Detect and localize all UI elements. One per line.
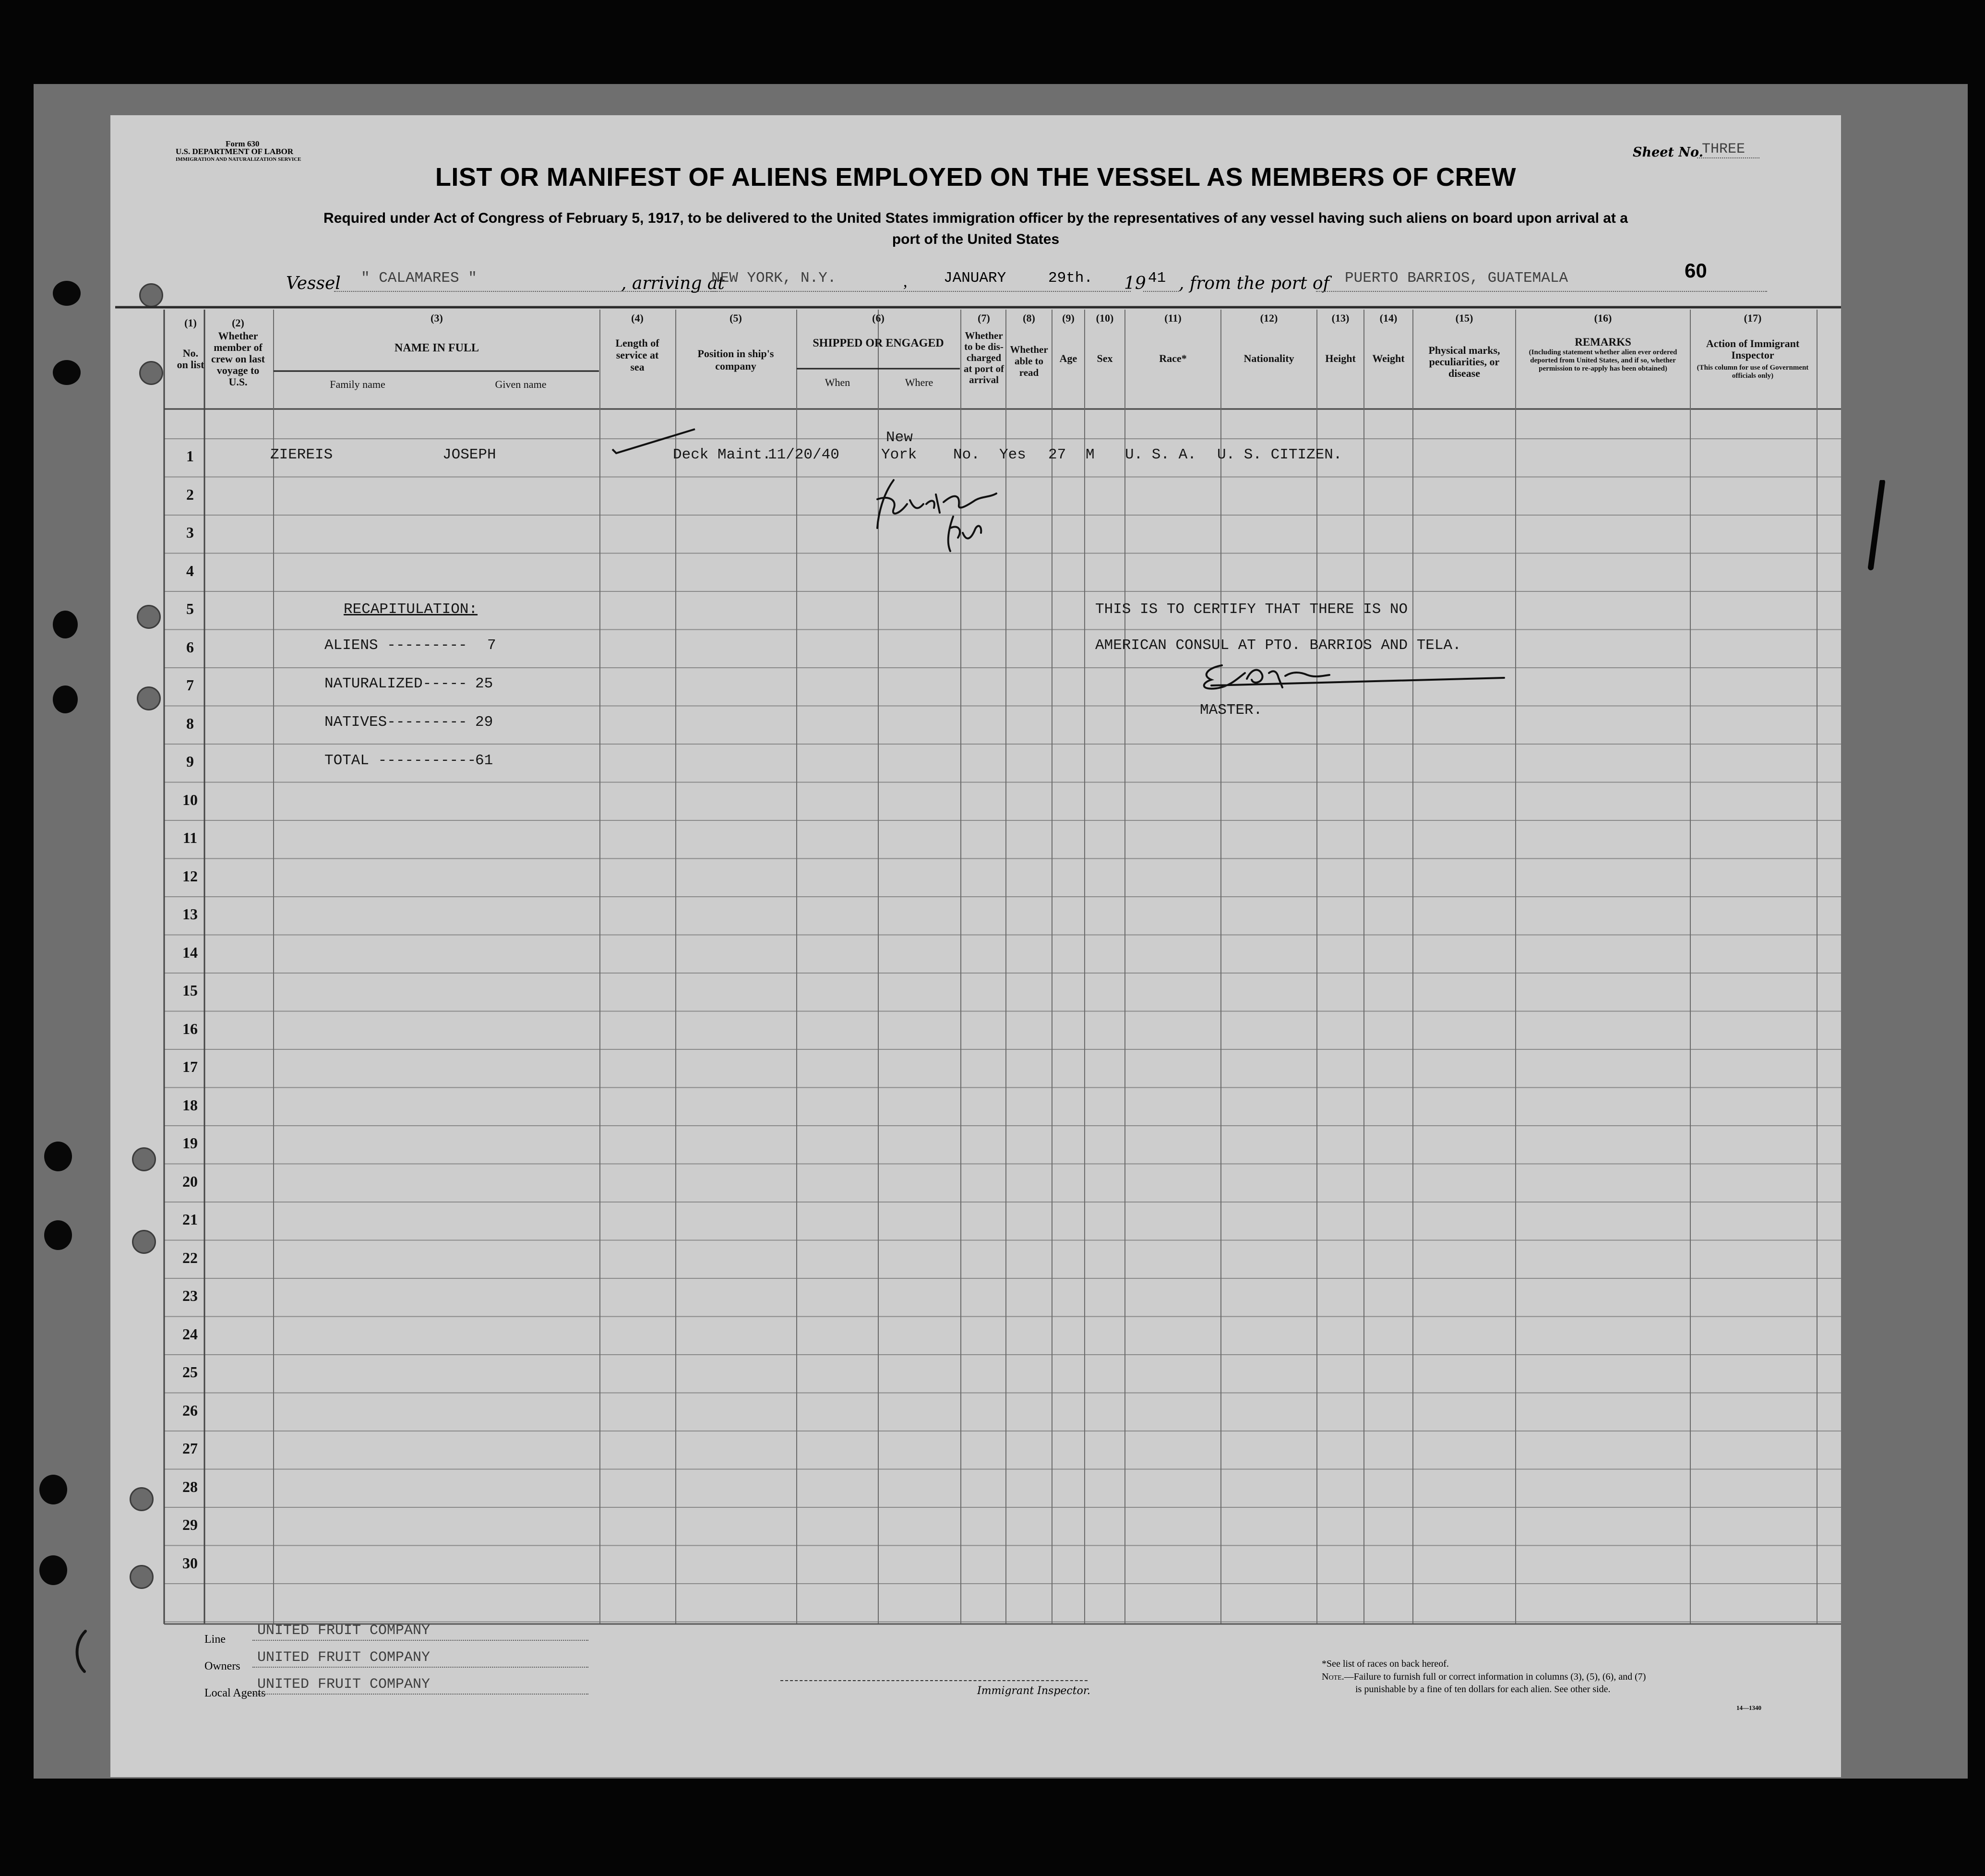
from-port: PUERTO BARRIOS, GUATEMALA [1345,270,1568,287]
recap-total-value: 61 [475,752,493,769]
col11-label: Race* [1159,352,1187,364]
agents-underline [252,1694,588,1695]
manifest-sheet [110,115,1841,1777]
col7-label: Whether to be dis-charged at port of arrival [964,330,1004,385]
row-number: 18 [182,1096,198,1114]
owners-value: UNITED FRUIT COMPANY [257,1649,430,1666]
recap-total-label: TOTAL ----------- [324,752,477,769]
row-number: 25 [182,1363,198,1381]
col4-label: Length of service at sea [615,337,659,373]
recap-naturalized-value: 25 [475,675,493,692]
arriving-port: NEW YORK, N.Y. [711,270,837,287]
inspector-initials-signature [864,470,1017,562]
races-note: *See list of races on back hereof. [1322,1659,1449,1669]
row-number: 30 [182,1554,198,1572]
master-label: MASTER. [1200,702,1263,719]
col10-num: (10) [1096,312,1114,324]
col3-label: NAME IN FULL [394,342,479,354]
entry-race: U. S. A. [1125,446,1196,463]
row-number: 19 [182,1134,198,1152]
entry-shipped-where-2: York [881,446,917,463]
sheet-value: THREE [1702,141,1746,157]
vessel-name: " CALAMARES " [361,270,477,287]
recap-aliens-value: 7 [487,637,496,654]
entry-position: Deck Maint. [673,446,771,463]
col1-label: No. on list [177,347,204,371]
row-number: 27 [182,1440,198,1457]
entry-nationality: U. S. CITIZEN. [1217,446,1342,463]
col13-label: Height [1325,352,1356,364]
row-number: 6 [186,638,194,656]
penalty-note-2: is punishable by a fine of ten dollars for each alien. See other side. [1355,1684,1611,1695]
line-underline [252,1640,588,1641]
year-suffix: 41 [1148,270,1166,287]
row-number: 29 [182,1516,198,1533]
entry-age: 27 [1048,446,1066,463]
penalty-note-1 [1322,1672,1646,1683]
row-number: 2 [186,485,194,503]
row-number: 1 [186,447,194,465]
col9-num: (9) [1062,312,1075,324]
manifest-subtitle-1: Required under Act of Congress of February 5, 1917, to be delivered to the United States immigration officer by the representatives of any vessel having such aliens on board upon arrival at a [323,210,1628,226]
col2-num: (2) [232,317,244,329]
row-number: 4 [186,562,194,579]
from-label: , from the port of [1179,274,1329,293]
entry-given-name: JOSEPH [442,446,496,463]
col8-num: (8) [1023,312,1035,324]
col6-when-label: When [825,376,850,388]
col14-label: Weight [1372,352,1405,364]
form-number: Form 630 [226,139,260,148]
print-code: 14—1340 [1736,1704,1761,1711]
margin-stroke-mark [1867,480,1886,571]
col6-where-label: Where [905,376,933,388]
row-number: 23 [182,1287,198,1304]
col16-num: (16) [1594,312,1612,324]
inspector-label: Immigrant Inspector. [977,1685,1090,1697]
sheet-label: Sheet No. [1633,145,1703,160]
col17-num: (17) [1744,312,1762,324]
col11-num: (11) [1164,312,1182,324]
manifest-subtitle-2: port of the United States [892,231,1060,247]
recap-natives-label: NATIVES--------- [324,714,467,731]
recap-aliens-label: ALIENS --------- [324,637,467,654]
col12-label: Nationality [1244,352,1294,364]
row-number: 14 [182,943,198,961]
year-prefix: 19 [1124,274,1146,293]
row-number: 10 [182,791,198,808]
binder-hole [39,1475,67,1504]
row-number: 13 [182,905,198,923]
agents-label: Local Agents [204,1687,266,1699]
col16-sub: (Including statement whether alien ever ordered deported from United States, and if so, whether permission to re-apply has been obtained) [1529,349,1677,373]
row-number: 3 [186,524,194,541]
entry-able-to-read: Yes [999,446,1026,463]
col12-num: (12) [1260,312,1278,324]
note-text-1: —Failure to furnish full or correct information in columns (3), (5), (6), and (7) [1344,1672,1646,1682]
note-label: Note. [1322,1672,1344,1682]
binder-hole [53,611,78,638]
row-number: 17 [182,1058,198,1075]
row-number: 24 [182,1325,198,1343]
col17-label: Action of Immigrant Inspector [1706,337,1800,361]
col8-label: Whether able to read [1010,344,1048,378]
arrival-month: JANUARY [944,270,1006,287]
master-signature [1192,659,1509,697]
binder-hole [53,685,78,713]
owners-label: Owners [204,1660,240,1672]
entry-sex: M [1086,446,1095,463]
row-number: 22 [182,1249,198,1266]
entry-shipped-when: 11/20/40 [768,446,839,463]
binder-hole [44,1142,72,1171]
col3-given-label: Given name [495,378,547,390]
line-value: UNITED FRUIT COMPANY [257,1623,430,1639]
col7-num: (7) [978,312,990,324]
binder-hole [39,1555,67,1585]
col6-num: (6) [872,312,885,324]
col14-num: (14) [1379,312,1398,324]
recap-natives-value: 29 [475,714,493,731]
row-number: 20 [182,1172,198,1190]
department-name: U.S. DEPARTMENT OF LABOR [176,147,294,156]
service-name: IMMIGRATION AND NATURALIZATION SERVICE [176,156,301,162]
col2-label: Whether member of crew on last voyage to U.S. [211,330,265,388]
line-label: Line [204,1633,226,1646]
row-number: 7 [186,676,194,694]
row-number: 11 [182,829,198,846]
row-number: 26 [182,1401,198,1419]
margin-curl-mark [71,1628,95,1676]
vessel-label: Vessel [286,274,341,293]
col5-num: (5) [729,312,742,324]
col9-label: Age [1059,352,1077,364]
col3-family-label: Family name [330,378,385,390]
row-number: 21 [182,1211,198,1228]
manifest-title: LIST OR MANIFEST OF ALIENS EMPLOYED ON THE VESSEL AS MEMBERS OF CREW [435,163,1517,192]
agents-value: UNITED FRUIT COMPANY [257,1676,430,1693]
recap-naturalized-label: NATURALIZED----- [324,675,467,692]
col17-sub: (This column for use of Government officials only) [1697,364,1809,380]
col1-num: (1) [184,317,197,329]
binder-hole [53,281,81,306]
entry-shipped-where-1: New [886,429,913,446]
col16-label: REMARKS [1575,336,1631,348]
row-number: 5 [186,600,194,617]
binder-hole [53,360,81,385]
comma: , [903,273,908,290]
row-number: 16 [182,1020,198,1037]
col13-num: (13) [1331,312,1350,324]
binder-hole [44,1220,72,1250]
row-number: 12 [182,867,198,885]
recap-title: RECAPITULATION: [344,601,478,618]
entry-family-name: ZIEREIS [270,446,333,463]
col10-label: Sex [1097,352,1113,364]
owners-underline [252,1667,588,1668]
col15-num: (15) [1455,312,1473,324]
row-number: 8 [186,714,194,732]
col15-label: Physical marks, peculiarities, or disease [1428,344,1500,379]
page-number: 60 [1685,259,1707,282]
certify-line-1: THIS IS TO CERTIFY THAT THERE IS NO [1095,601,1408,618]
col5-label: Position in ship's company [697,348,774,372]
col6-label: SHIPPED OR ENGAGED [813,337,944,349]
arrival-day: 29th. [1048,270,1093,287]
col4-num: (4) [631,312,644,324]
certify-line-2: AMERICAN CONSUL AT PTO. BARRIOS AND TELA. [1095,637,1461,654]
row-number: 15 [182,982,198,999]
row-number: 9 [186,753,194,770]
arriving-label: , arriving at [621,274,725,293]
inspector-signature-line [780,1680,1088,1681]
col3-num: (3) [430,312,443,324]
row-number: 28 [182,1478,198,1495]
entry-discharged: No. [953,446,980,463]
